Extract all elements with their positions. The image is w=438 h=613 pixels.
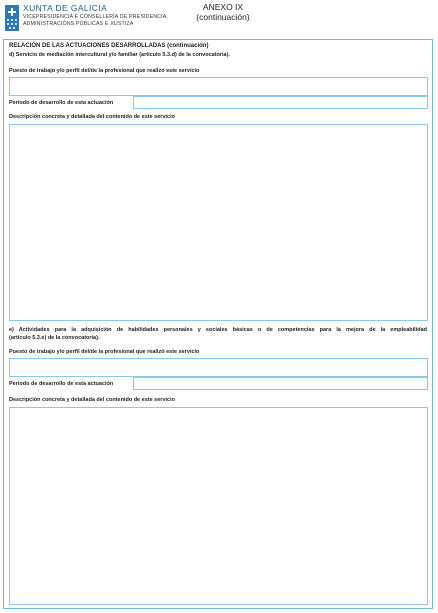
section-e-job-field[interactable] (9, 358, 428, 377)
section-e-period-label: Periodo de desarrollo de esta actuación (9, 381, 114, 387)
ministry-line-2: ADMINISTRACIÓNS PÚBLICAS E XUSTIZA (23, 21, 134, 27)
annex-title: ANEXO IX (202, 2, 244, 12)
annex-heading (178, 2, 268, 22)
section-title: RELACIÓN DE LAS ACTUACIONES DESARROLLADAS (continuación) (9, 43, 209, 49)
section-d-job-label: Puesto de trabajo y/o perfil del/de la profesional que realizó este servicio (9, 68, 200, 74)
section-d-heading: d) Servicio de mediación intercultural y/o familiar (artículo 5.3.d) de la convocatoria). (9, 52, 230, 58)
section-d-period-field[interactable] (133, 96, 428, 109)
section-e-description-label: Descripción concreta y detallada del contenido de este servicio (9, 397, 175, 403)
section-d-description-field[interactable] (9, 124, 428, 321)
section-e-job-label: Puesto de trabajo y/o perfil del/de la profesional que realizó este servicio (9, 349, 200, 355)
section-d-description-label: Descripción concreta y detallada del contenido de este servicio (9, 114, 175, 120)
section-e-description-field[interactable] (9, 407, 428, 605)
ministry-name (23, 14, 168, 28)
section-e-heading-line-2: (artículo 5.3.e) de la convocatoria). (9, 335, 100, 341)
ministry-line-1: VICEPRESIDENCIA E CONSELLERÍA DE PRESIDENCIA, (23, 14, 169, 20)
section-d-job-field[interactable] (9, 77, 428, 96)
section-d-period-label: Periodo de desarrollo de esta actuación (9, 100, 114, 106)
brand-name: XUNTA DE GALICIA (23, 3, 108, 13)
annex-subtitle: (continuación) (196, 12, 250, 22)
section-e-period-field[interactable] (133, 377, 428, 390)
section-e-heading-line-1: e) Actividades para la adquisición de habilidades personales y sociales básicas o de competencias para la mejora de la empleabilidad (9, 327, 427, 333)
xunta-logo-icon (5, 5, 19, 31)
